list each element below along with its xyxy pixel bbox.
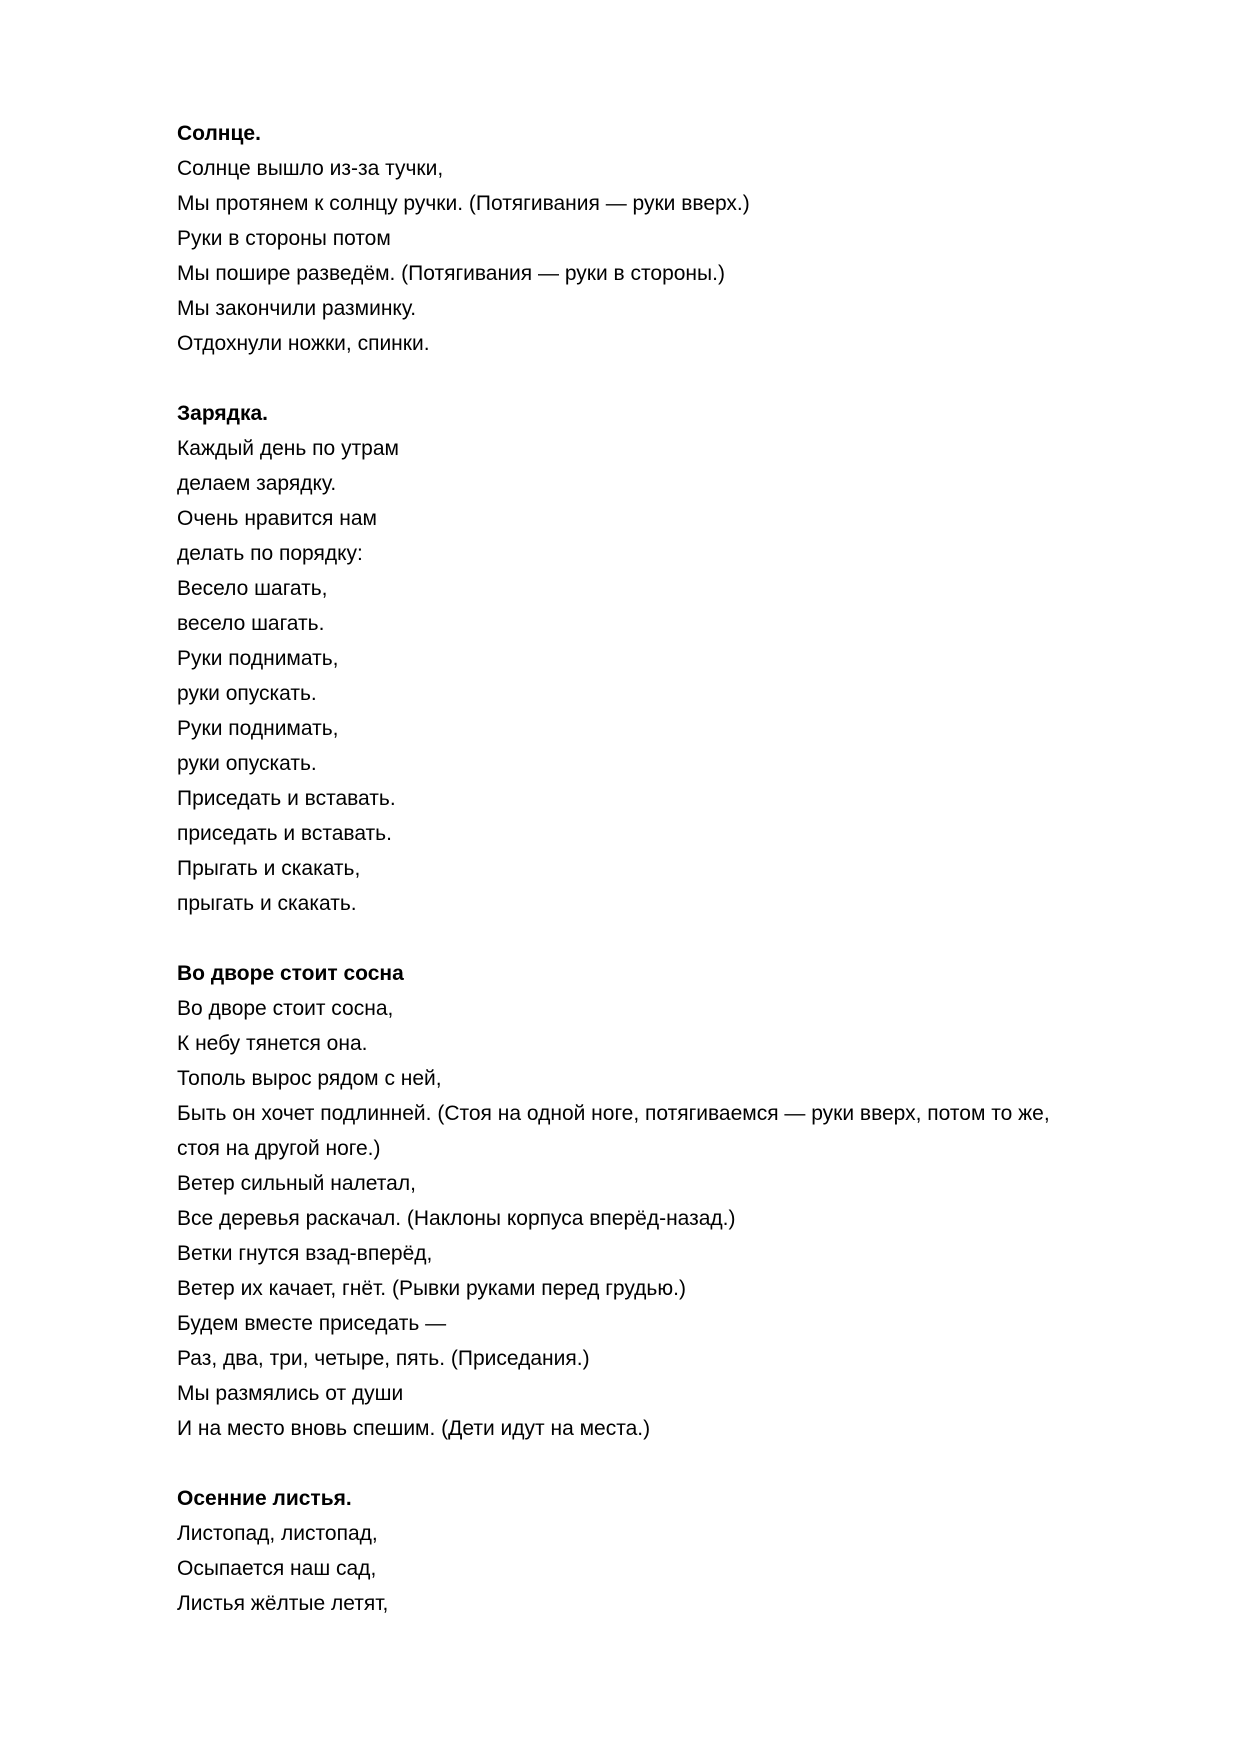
section-spacer — [177, 921, 1157, 956]
poem-line: Ветер их качает, гнёт. (Рывки руками перед грудью.) — [177, 1277, 686, 1300]
poem-line: Ветер сильный налетал, — [177, 1172, 416, 1195]
poem-line: Все деревья раскачал. (Наклоны корпуса вперёд-назад.) — [177, 1207, 736, 1230]
poem-line: делаем зарядку. — [177, 472, 337, 495]
poem-line: Тополь вырос рядом с ней, — [177, 1067, 442, 1090]
poem-line: Мы размялись от души — [177, 1382, 404, 1405]
poem-line: Раз, два, три, четыре, пять. (Приседания.) — [177, 1347, 590, 1370]
poem-line: Солнце вышло из-за тучки, — [177, 157, 444, 180]
poem-line: Мы пошире разведём. (Потягивания — руки в стороны.) — [177, 262, 725, 285]
section-spacer — [177, 1446, 1157, 1481]
poem-line: Ветки гнутся взад-вперёд, — [177, 1242, 433, 1265]
poem-line: К небу тянется она. — [177, 1032, 368, 1055]
poem-line: Мы закончили разминку. — [177, 297, 417, 320]
document-body — [177, 116, 1157, 1621]
poem-line: руки опускать. — [177, 682, 317, 705]
poem-line: Каждый день по утрам — [177, 437, 399, 460]
poem-line: стоя на другой ноге.) — [177, 1137, 381, 1160]
poem-line: Отдохнули ножки, спинки. — [177, 332, 430, 355]
poem-section-pine — [177, 956, 1157, 1446]
poem-line: прыгать и скакать. — [177, 892, 357, 915]
poem-section-exercise — [177, 396, 1157, 921]
poem-line: Очень нравится нам — [177, 507, 377, 530]
poem-line: Руки в стороны потом — [177, 227, 391, 250]
poem-line: Руки поднимать, — [177, 717, 339, 740]
poem-line: Листопад, листопад, — [177, 1522, 378, 1545]
section-title: Осенние листья. — [177, 1487, 352, 1510]
poem-line: Прыгать и скакать, — [177, 857, 361, 880]
poem-line: Быть он хочет подлинней. (Стоя на одной ноге, потягиваемся — руки вверх, потом то же, — [177, 1102, 1050, 1125]
poem-line: весело шагать. — [177, 612, 325, 635]
poem-section-autumn-leaves — [177, 1481, 1157, 1621]
poem-line: руки опускать. — [177, 752, 317, 775]
poem-line: делать по порядку: — [177, 542, 363, 565]
poem-line: Приседать и вставать. — [177, 787, 396, 810]
poem-line: Мы протянем к солнцу ручки. (Потягивания — руки вверх.) — [177, 192, 750, 215]
section-title: Зарядка. — [177, 402, 268, 425]
poem-line: Листья жёлтые летят, — [177, 1592, 389, 1615]
poem-line: Весело шагать, — [177, 577, 328, 600]
poem-line: Руки поднимать, — [177, 647, 339, 670]
section-title: Солнце. — [177, 122, 261, 145]
poem-line: приседать и вставать. — [177, 822, 392, 845]
poem-section-sun — [177, 116, 1157, 361]
section-title: Во дворе стоит сосна — [177, 962, 404, 985]
poem-line: Будем вместе приседать — — [177, 1312, 447, 1335]
section-spacer — [177, 361, 1157, 396]
poem-line: Во дворе стоит сосна, — [177, 997, 394, 1020]
poem-line: Осыпается наш сад, — [177, 1557, 377, 1580]
poem-line: И на место вновь спешим. (Дети идут на места.) — [177, 1417, 651, 1440]
